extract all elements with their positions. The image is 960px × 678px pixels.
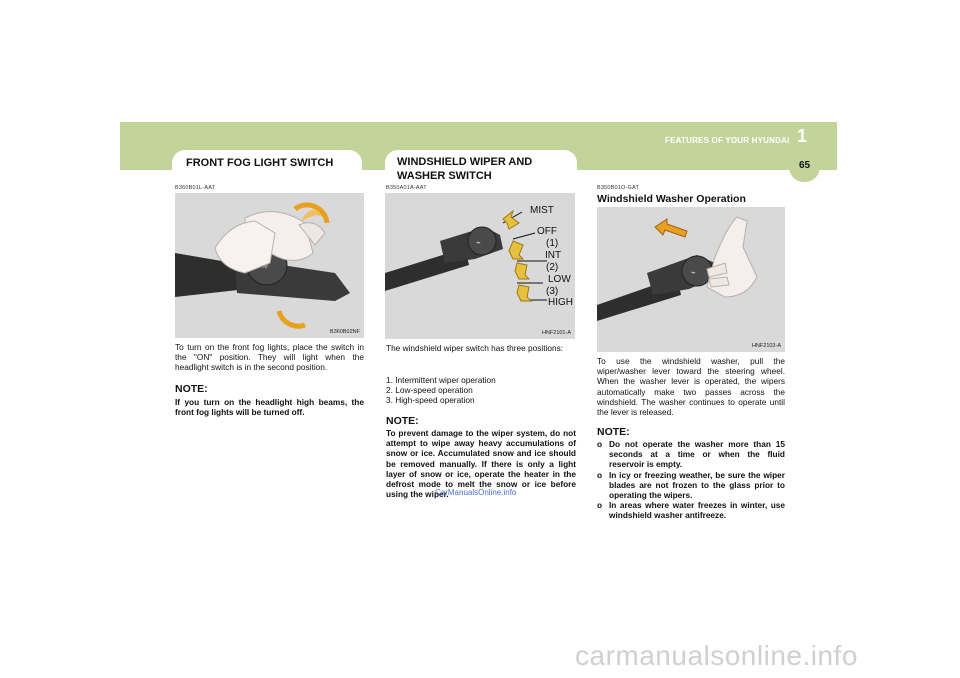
wiper-label-3: (3): [546, 286, 559, 297]
wiper-note-text: To prevent damage to the wiper system, do not attempt to wipe away heavy accumulations of snow or ice. Accumulated snow and ice should be removed manually. If there is only a light layer of snow or ice, operate the heater in the defrost mode to melt the snow or ice before using the wiper.: [386, 428, 576, 500]
washer-note-head: NOTE:: [597, 426, 630, 438]
list-item: 2. Low-speed operation: [386, 385, 473, 396]
wiper-label-2: (2): [546, 262, 559, 273]
wiper-label-off: OFF: [537, 226, 557, 237]
fog-light-note-head: NOTE:: [175, 383, 208, 395]
footer-watermark: carmanualsonline.info: [575, 640, 858, 671]
bullet-mark: o: [597, 439, 603, 449]
fog-light-figure: [175, 193, 364, 338]
svg-text:⌁: ⌁: [476, 238, 481, 247]
wiper-label-1: (1): [546, 238, 559, 249]
svg-text:☼: ☼: [261, 262, 270, 272]
wiper-code: B350A01A-AAT: [386, 185, 427, 191]
washer-lever-illustration: [597, 207, 785, 352]
bullet-mark: o: [597, 500, 603, 511]
wiper-title: WINDSHIELD WIPER AND WASHER SWITCH: [397, 156, 533, 182]
list-item: [597, 439, 785, 470]
wiper-figure-code: HNF2101-A: [541, 330, 571, 336]
list-item: [597, 470, 785, 501]
wiper-figure: [385, 193, 575, 339]
washer-figure-code: HNF2103-A: [751, 343, 781, 349]
list-item: 3. High-speed operation: [386, 395, 475, 406]
bullet-mark: o: [597, 469, 603, 480]
wiper-label-mist: MIST: [530, 205, 554, 216]
fog-light-note-text: If you turn on the headlight high beams, the front fog lights will be turned off.: [175, 397, 364, 418]
fog-light-switch-illustration: [175, 193, 364, 338]
fog-light-title: FRONT FOG LIGHT SWITCH: [186, 157, 334, 169]
wiper-label-low: LOW: [548, 274, 571, 285]
fog-light-code: B360B01L-AAT: [175, 185, 216, 191]
washer-subtitle: Windshield Washer Operation: [597, 193, 746, 205]
list-item: 1. Intermittent wiper operation: [386, 375, 496, 385]
page-number: 65: [798, 160, 811, 171]
wiper-body: The windshield wiper switch has three positions:: [386, 343, 564, 353]
washer-code: B350B01O-GAT: [597, 185, 640, 191]
section-title: FEATURES OF YOUR HYUNDAI: [665, 136, 790, 145]
wiper-label-high: HIGH: [548, 297, 573, 308]
washer-note-list: [597, 439, 785, 521]
washer-figure: [597, 207, 785, 352]
fog-light-figure-code: B360B02NF: [330, 329, 360, 335]
wiper-speed-list: [386, 375, 576, 406]
washer-body: To use the windshield washer, pull the wiper/washer lever toward the steering wheel. When the washer lever is operated, the wipers automatically make two passes across the windshield. The washer continues to operate until the lever is released.: [597, 356, 785, 418]
section-number: 1: [797, 126, 808, 146]
watermark-link[interactable]: CarManualsOnline.info: [435, 488, 517, 497]
fog-light-body: To turn on the front fog lights, place the switch in the "ON" position. They will light when the headlight switch is in the second position.: [175, 342, 364, 373]
svg-text:⌁: ⌁: [691, 268, 696, 277]
bullet-text: In areas where water freezes in winter, use windshield washer antifreeze.: [609, 500, 785, 521]
list-item: [597, 500, 785, 520]
bullet-text: Do not operate the washer more than 15 seconds at a time or when the fluid reservoir is empty.: [609, 439, 785, 470]
wiper-label-int: INT: [545, 250, 562, 261]
bullet-text: In icy or freezing weather, be sure the wiper blades are not frozen to the glass prior to operating the wipers.: [609, 469, 785, 501]
wiper-note-head: NOTE:: [386, 415, 419, 427]
